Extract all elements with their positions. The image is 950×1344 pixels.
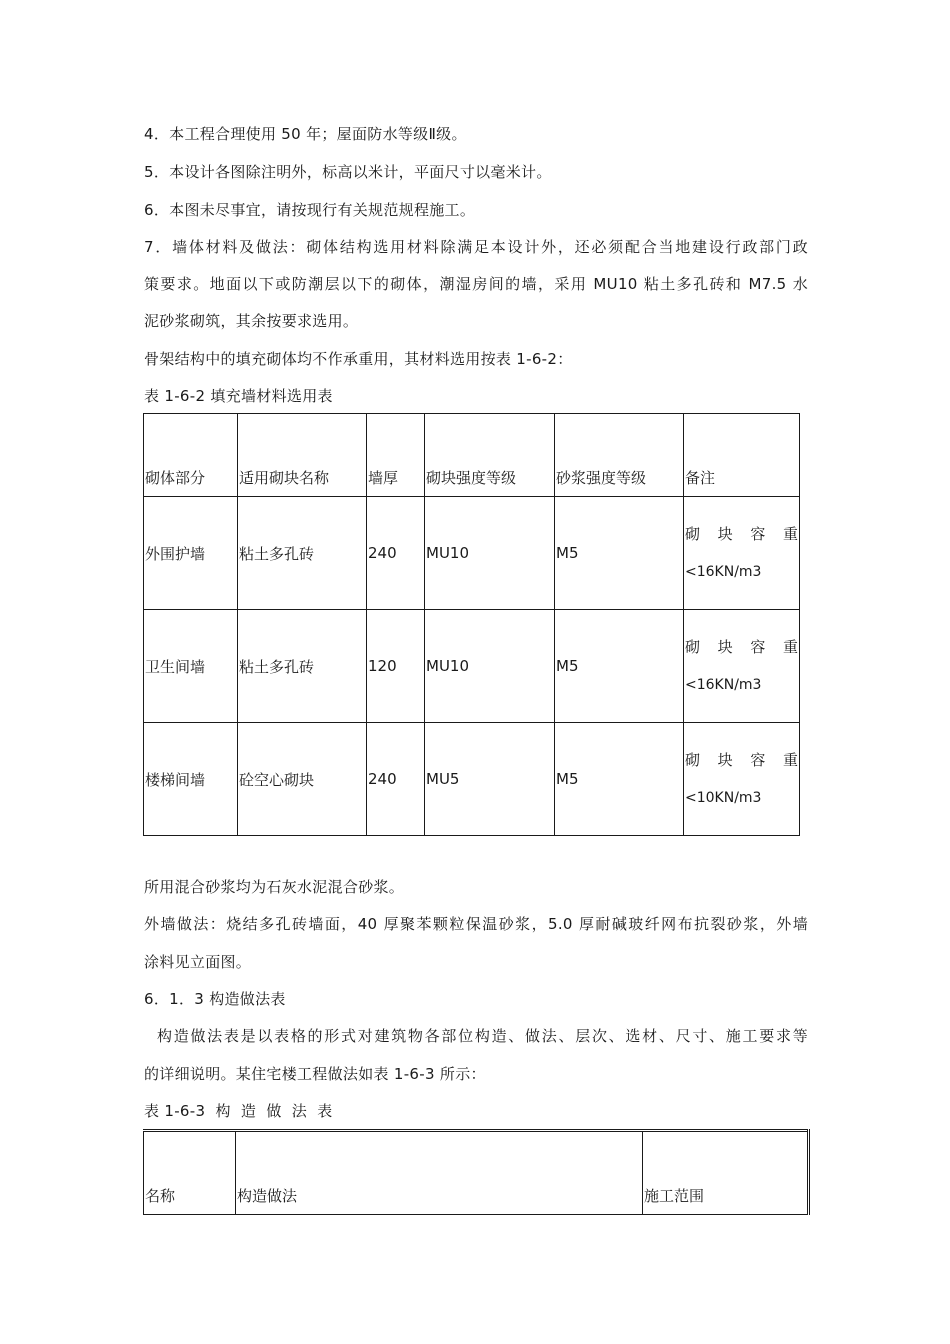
note-char: 块	[717, 750, 733, 769]
item-7-line-2: 策要求。地面以下或防潮层以下的砌体，潮湿房间的墙，采用 MU10 粘土多孔砖和 M7.5 水	[144, 275, 808, 293]
table-cell: 楼梯间墙	[144, 723, 238, 836]
mortar-note: 所用混合砂浆均为石灰水泥混合砂浆。	[144, 878, 405, 896]
header-cell: 适用砌块名称	[238, 414, 367, 497]
header-cell: 名称	[144, 1131, 236, 1215]
table-header-row	[144, 1131, 809, 1215]
note-char: 砌	[685, 637, 701, 656]
intro-line-2: 的详细说明。某住宅楼工程做法如表 1-6-3 所示：	[144, 1065, 486, 1083]
table-cell: 240	[367, 497, 425, 610]
item-7-line-1: 7．墙体材料及做法：砌体结构选用材料除满足本设计外，还必须配合当地建设行政部门政	[144, 238, 808, 256]
note-char: 容	[750, 524, 766, 543]
item-5: 5．本设计各图除注明外，标高以米计，平面尺寸以毫米计。	[144, 163, 552, 181]
table-cell: 240	[367, 723, 425, 836]
table-row	[144, 610, 800, 723]
note-cell	[684, 723, 800, 836]
table-cell: M5	[555, 610, 684, 723]
note-char: 容	[750, 637, 766, 656]
note-cell	[684, 610, 800, 723]
outer-wall-line-2: 涂料见立面图。	[144, 953, 252, 971]
note-char: 容	[750, 750, 766, 769]
table-cell: 砼空心砌块	[238, 723, 367, 836]
note-line-2: <16KN/m3	[685, 676, 762, 693]
table-cell: 120	[367, 610, 425, 723]
table-row	[144, 497, 800, 610]
header-cell: 施工范围	[643, 1131, 809, 1215]
item-4: 4．本工程合理使用 50 年；屋面防水等级Ⅱ级。	[144, 125, 467, 143]
note-char: 重	[782, 750, 798, 769]
infill-wall-material-table	[143, 413, 800, 836]
table-cell: 外围护墙	[144, 497, 238, 610]
construction-method-table	[143, 1129, 810, 1215]
header-cell: 砂浆强度等级	[555, 414, 684, 497]
header-cell: 砌块强度等级	[425, 414, 555, 497]
note-line-2: <10KN/m3	[685, 789, 762, 806]
header-cell: 砌体部分	[144, 414, 238, 497]
item-7-line-3: 泥砂浆砌筑，其余按要求选用。	[144, 312, 359, 330]
note-line-2: <16KN/m3	[685, 563, 762, 580]
note-char: 重	[782, 637, 798, 656]
table-header-row	[144, 414, 800, 497]
header-cell: 备注	[684, 414, 800, 497]
table2-caption: 表 1-6-3 构 造 做 法 表	[144, 1102, 333, 1120]
note-char: 砌	[685, 750, 701, 769]
header-cell: 墙厚	[367, 414, 425, 497]
table-cell: 粘土多孔砖	[238, 610, 367, 723]
note-char: 块	[717, 524, 733, 543]
table-cell: 卫生间墙	[144, 610, 238, 723]
table-row	[144, 723, 800, 836]
note-cell	[684, 497, 800, 610]
table-cell: M5	[555, 723, 684, 836]
item-6: 6．本图未尽事宜，请按现行有关规范规程施工。	[144, 201, 476, 219]
note-char: 块	[717, 637, 733, 656]
table1-caption: 表 1-6-2 填充墙材料选用表	[144, 387, 333, 405]
note-char: 重	[782, 524, 798, 543]
table-cell: MU10	[425, 610, 555, 723]
note-char: 砌	[685, 524, 701, 543]
header-cell: 构造做法	[236, 1131, 643, 1215]
section-title: 6．1．3 构造做法表	[144, 990, 286, 1008]
intro-line-1: 构造做法表是以表格的形式对建筑物各部位构造、做法、层次、选材、尺寸、施工要求等	[144, 1027, 808, 1045]
frame-note: 骨架结构中的填充砌体均不作承重用，其材料选用按表 1-6-2：	[144, 350, 573, 368]
table-cell: MU10	[425, 497, 555, 610]
table-cell: 粘土多孔砖	[238, 497, 367, 610]
table-cell: M5	[555, 497, 684, 610]
table-cell: MU5	[425, 723, 555, 836]
outer-wall-line-1: 外墙做法：烧结多孔砖墙面，40 厚聚苯颗粒保温砂浆，5.0 厚耐碱玻纤网布抗裂砂浆，外墙	[144, 915, 808, 933]
